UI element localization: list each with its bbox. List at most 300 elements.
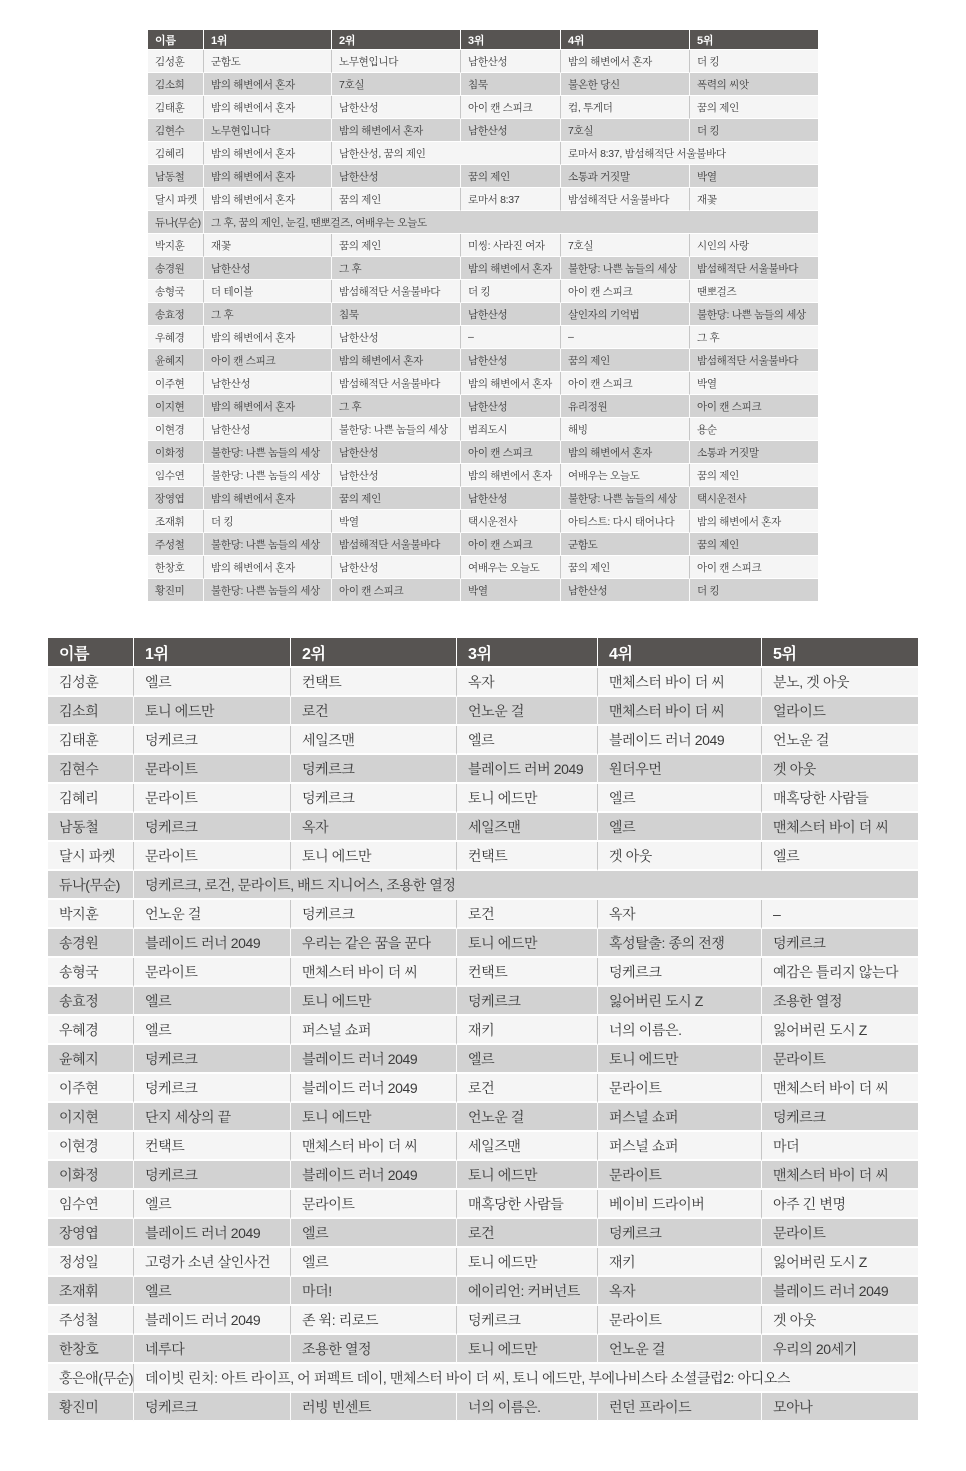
table-row	[48, 1045, 918, 1074]
movie-cell: 더 테이블	[204, 280, 332, 303]
table-row	[148, 50, 818, 73]
movie-cell: 아이 캔 스피크	[690, 556, 818, 579]
table-row	[48, 987, 918, 1016]
movie-cell: 밤의 해변에서 혼자	[204, 326, 332, 349]
movie-cell: 문라이트	[762, 1219, 918, 1248]
movie-cell: 블레이드 러너 2049	[291, 1074, 457, 1103]
movie-cell: 남한산성	[461, 303, 561, 326]
movie-cell: 세일즈맨	[457, 1132, 598, 1161]
table-row	[48, 755, 918, 784]
page	[0, 30, 966, 1422]
movie-cell: 재키	[598, 1248, 762, 1277]
critic-name-cell: 임수연	[148, 464, 204, 487]
column-header-rank1: 1위	[134, 638, 291, 668]
critic-name-cell: 조재휘	[48, 1277, 134, 1306]
table-row	[148, 188, 818, 211]
movie-cell: 불한당: 나쁜 놈들의 세상	[690, 303, 818, 326]
movie-cell: 살인자의 기억법	[561, 303, 690, 326]
movie-cell: 더 킹	[690, 50, 818, 73]
movie-cell: 토니 에드만	[291, 842, 457, 871]
movie-cell: 아이 캔 스피크	[561, 280, 690, 303]
movie-cell: 남한산성	[332, 96, 461, 119]
table-row	[48, 1190, 918, 1219]
table-2-header	[48, 638, 918, 668]
movie-cell: 밤의 해변에서 혼자	[204, 188, 332, 211]
table-row	[48, 1393, 918, 1422]
movie-cell: 덩케르크	[134, 1161, 291, 1190]
movie-cell: 맨체스터 바이 더 씨	[762, 1161, 918, 1190]
movie-cell: 마더!	[291, 1277, 457, 1306]
movie-cell: 남한산성	[461, 395, 561, 418]
movie-cell: 엘르	[291, 1248, 457, 1277]
movie-cell: 침묵	[461, 73, 561, 96]
critic-name-cell: 윤혜지	[148, 349, 204, 372]
critic-name-cell: 남동철	[148, 165, 204, 188]
critic-name-cell: 황진미	[48, 1393, 134, 1422]
movie-cell: 겟 아웃	[598, 842, 762, 871]
movie-cell: 엘르	[134, 1277, 291, 1306]
movie-cell: 맨체스터 바이 더 씨	[762, 813, 918, 842]
movie-cell: 박열	[690, 165, 818, 188]
movie-cell: 엘르	[134, 1190, 291, 1219]
movie-cell: 로건	[457, 1074, 598, 1103]
movie-cell: 박열	[461, 579, 561, 602]
movie-cell: 블레이드 러너 2049	[134, 929, 291, 958]
column-header-name: 이름	[148, 30, 204, 50]
table-row	[148, 349, 818, 372]
critic-name-cell: 이현경	[48, 1132, 134, 1161]
movie-cell: 밤의 해변에서 혼자	[204, 556, 332, 579]
movie-cell: 엘르	[457, 1045, 598, 1074]
column-header-rank1: 1위	[204, 30, 332, 50]
movie-cell: 컨택트	[291, 668, 457, 697]
movie-cell: –	[461, 326, 561, 349]
table-row	[48, 1364, 918, 1393]
movie-cell: 옥자	[291, 813, 457, 842]
movie-cell: 언노운 걸	[134, 900, 291, 929]
movie-cell: 범죄도시	[461, 418, 561, 441]
movie-cell: 밤섬해적단 서울불바다	[690, 257, 818, 280]
movie-cell: 덩케르크	[134, 1074, 291, 1103]
critic-name-cell: 송효정	[148, 303, 204, 326]
table-row	[48, 1306, 918, 1335]
movie-cell: 밤의 해변에서 혼자	[690, 510, 818, 533]
critic-name-cell: 한창호	[48, 1335, 134, 1364]
movie-cell: 침묵	[332, 303, 461, 326]
movie-cell: 혹성탈출: 종의 전쟁	[598, 929, 762, 958]
movie-cell: 문라이트	[762, 1045, 918, 1074]
movie-cell: 세일즈맨	[457, 813, 598, 842]
movie-cell: 군함도	[561, 533, 690, 556]
critic-name-cell: 우혜경	[148, 326, 204, 349]
movie-cell: 밤의 해변에서 혼자	[204, 96, 332, 119]
critic-name-cell: 한창호	[148, 556, 204, 579]
movie-cell: 불한당: 나쁜 놈들의 세상	[204, 579, 332, 602]
table-row	[148, 487, 818, 510]
movie-cell: 토니 에드만	[134, 697, 291, 726]
critic-name-cell: 송형국	[148, 280, 204, 303]
movie-cell: 재꽃	[690, 188, 818, 211]
movie-cell: 남한산성, 꿈의 제인	[332, 142, 561, 165]
table-row	[48, 813, 918, 842]
movie-cell: 밤의 해변에서 혼자	[204, 165, 332, 188]
movie-cell: 소통과 거짓말	[561, 165, 690, 188]
movie-cell: 엘르	[598, 813, 762, 842]
critic-name-cell: 장영엽	[148, 487, 204, 510]
movie-cell: 덩케르크	[457, 1306, 598, 1335]
movie-cell: 노무현입니다	[204, 119, 332, 142]
movie-cell: 모아나	[762, 1393, 918, 1422]
movie-cell: 맨체스터 바이 더 씨	[598, 668, 762, 697]
movie-cell: 그 후	[204, 303, 332, 326]
critic-name-cell: 주성철	[148, 533, 204, 556]
critic-name-cell: 김태훈	[48, 726, 134, 755]
movie-cell: 택시운전사	[690, 487, 818, 510]
movie-cell: 꿈의 제인	[561, 556, 690, 579]
movie-cell: 로건	[291, 697, 457, 726]
movie-cell: 유리정원	[561, 395, 690, 418]
critic-name-cell: 이주현	[48, 1074, 134, 1103]
table-row	[148, 510, 818, 533]
critic-name-cell: 이지현	[48, 1103, 134, 1132]
movie-cell: 꿈의 제인	[332, 188, 461, 211]
critic-name-cell: 송형국	[48, 958, 134, 987]
movie-cell: 밤섬해적단 서울불바다	[332, 372, 461, 395]
movie-cell: 옥자	[598, 1277, 762, 1306]
movie-cell: 겟 아웃	[762, 755, 918, 784]
table-row	[48, 900, 918, 929]
movie-cell: 맨체스터 바이 더 씨	[762, 1074, 918, 1103]
table-row	[148, 533, 818, 556]
table-1-header	[148, 30, 818, 50]
movie-cell: 너의 이름은.	[457, 1393, 598, 1422]
movie-cell: 군함도	[204, 50, 332, 73]
movie-cell: 문라이트	[134, 842, 291, 871]
critic-name-cell: 이지현	[148, 395, 204, 418]
movie-cell: 블레이드 러너 2049	[762, 1277, 918, 1306]
critic-name-cell: 듀나(무순)	[148, 211, 204, 234]
movie-cell: 토니 에드만	[457, 929, 598, 958]
table-row	[148, 142, 818, 165]
movie-cell: 꿈의 제인	[690, 533, 818, 556]
table-row	[48, 1103, 918, 1132]
movie-cell: 7호실	[332, 73, 461, 96]
critic-name-cell: 우혜경	[48, 1016, 134, 1045]
movie-cell: 남한산성	[561, 579, 690, 602]
movie-cell: 덩케르크	[134, 813, 291, 842]
movie-cell: 문라이트	[134, 958, 291, 987]
movie-cell: 엘르	[762, 842, 918, 871]
table-row	[48, 784, 918, 813]
table-row	[48, 1335, 918, 1364]
table-row	[48, 1016, 918, 1045]
table-row	[48, 1219, 918, 1248]
movie-cell: 베이비 드라이버	[598, 1190, 762, 1219]
critic-name-cell: 장영엽	[48, 1219, 134, 1248]
movie-cell: 우리의 20세기	[762, 1335, 918, 1364]
movie-cell: 잃어버린 도시 Z	[762, 1248, 918, 1277]
movie-cell: 아주 긴 변명	[762, 1190, 918, 1219]
movie-cell: 얼라이드	[762, 697, 918, 726]
movie-cell: 문라이트	[598, 1161, 762, 1190]
movie-cell: 7호실	[561, 234, 690, 257]
movie-cell: 꿈의 제인	[690, 96, 818, 119]
critic-name-cell: 김소희	[48, 697, 134, 726]
movie-cell: 잃어버린 도시 Z	[762, 1016, 918, 1045]
movie-cell: 매혹당한 사람들	[457, 1190, 598, 1219]
critics-ranking-table-2	[48, 638, 918, 1422]
movie-cell: 그 후	[690, 326, 818, 349]
critic-name-cell: 박지훈	[48, 900, 134, 929]
table-row	[48, 1132, 918, 1161]
table-row	[148, 257, 818, 280]
critic-name-cell: 김성훈	[48, 668, 134, 697]
movie-cell: 블레이드 러너 2049	[134, 1219, 291, 1248]
movie-cell: 더 킹	[461, 280, 561, 303]
movie-cell: 컨택트	[457, 842, 598, 871]
critic-name-cell: 임수연	[48, 1190, 134, 1219]
movie-cell: 폭력의 씨앗	[690, 73, 818, 96]
table-row	[48, 842, 918, 871]
critics-ranking-table-1	[148, 30, 818, 602]
movie-cell: 더 킹	[690, 579, 818, 602]
movie-cell: 남한산성	[332, 326, 461, 349]
critic-name-cell: 박지훈	[148, 234, 204, 257]
movie-cell: 토니 에드만	[291, 1103, 457, 1132]
movie-cell: 밤의 해변에서 혼자	[461, 257, 561, 280]
movie-cell: 시인의 사랑	[690, 234, 818, 257]
movie-cell: 덩케르크	[598, 958, 762, 987]
movie-cell: 원더우먼	[598, 755, 762, 784]
header-row	[148, 30, 818, 50]
movie-cell: 노무현입니다	[332, 50, 461, 73]
movie-cell: 불한당: 나쁜 놈들의 세상	[204, 464, 332, 487]
critic-name-cell: 황진미	[148, 579, 204, 602]
critic-name-cell: 이화정	[148, 441, 204, 464]
movie-cell: 재키	[457, 1016, 598, 1045]
movie-cell: 남한산성	[461, 50, 561, 73]
movie-cell: 문라이트	[598, 1306, 762, 1335]
movie-cell: 토니 에드만	[291, 987, 457, 1016]
table-row	[48, 726, 918, 755]
movie-cell: 블레이드 러너 2049	[598, 726, 762, 755]
movie-cell: 블레이드 러너 2049	[291, 1161, 457, 1190]
movie-cell: 덩케르크, 로건, 문라이트, 배드 지니어스, 조용한 열정	[134, 871, 918, 900]
critic-name-cell: 듀나(무순)	[48, 871, 134, 900]
movie-cell: 덩케르크	[291, 755, 457, 784]
movie-cell: 덩케르크	[762, 929, 918, 958]
critic-name-cell: 김혜리	[48, 784, 134, 813]
movie-cell: 맨체스터 바이 더 씨	[291, 958, 457, 987]
movie-cell: 고령가 소년 살인사건	[134, 1248, 291, 1277]
column-header-rank5: 5위	[690, 30, 818, 50]
movie-cell: 컨택트	[134, 1132, 291, 1161]
movie-cell: 더 킹	[204, 510, 332, 533]
movie-cell: 재꽃	[204, 234, 332, 257]
movie-cell: 불한당: 나쁜 놈들의 세상	[561, 257, 690, 280]
movie-cell: 밤섬해적단 서울불바다	[561, 188, 690, 211]
column-header-rank5: 5위	[762, 638, 918, 668]
movie-cell: 예감은 틀리지 않는다	[762, 958, 918, 987]
critic-name-cell: 김성훈	[148, 50, 204, 73]
movie-cell: 밤의 해변에서 혼자	[561, 441, 690, 464]
table-row	[48, 871, 918, 900]
movie-cell: 조용한 열정	[762, 987, 918, 1016]
movie-cell: 퍼스널 쇼퍼	[598, 1103, 762, 1132]
movie-cell: 남한산성	[332, 441, 461, 464]
movie-cell: 남한산성	[461, 487, 561, 510]
movie-cell: 토니 에드만	[457, 1248, 598, 1277]
movie-cell: –	[561, 326, 690, 349]
movie-cell: 퍼스널 쇼퍼	[291, 1016, 457, 1045]
movie-cell: 밤섬해적단 서울불바다	[332, 280, 461, 303]
movie-cell: 밤섬해적단 서울불바다	[332, 533, 461, 556]
critic-name-cell: 남동철	[48, 813, 134, 842]
movie-cell: 문라이트	[134, 784, 291, 813]
critic-name-cell: 이주현	[148, 372, 204, 395]
movie-cell: 꿈의 제인	[561, 349, 690, 372]
movie-cell: 분노, 겟 아웃	[762, 668, 918, 697]
column-header-rank4: 4위	[561, 30, 690, 50]
movie-cell: 밤의 해변에서 혼자	[561, 50, 690, 73]
movie-cell: 블레이드 러버 2049	[457, 755, 598, 784]
movie-cell: 박열	[332, 510, 461, 533]
movie-cell: 블레이드 러너 2049	[291, 1045, 457, 1074]
movie-cell: 남한산성	[332, 556, 461, 579]
table-row	[48, 697, 918, 726]
movie-cell: 꿈의 제인	[332, 487, 461, 510]
critic-name-cell: 달시 파켓	[48, 842, 134, 871]
movie-cell: –	[762, 900, 918, 929]
movie-cell: 세일즈맨	[291, 726, 457, 755]
table-row	[48, 1161, 918, 1190]
table-row	[148, 556, 818, 579]
movie-cell: 불한당: 나쁜 놈들의 세상	[204, 441, 332, 464]
movie-cell: 언노운 걸	[598, 1335, 762, 1364]
critic-name-cell: 김현수	[48, 755, 134, 784]
movie-cell: 러빙 빈센트	[291, 1393, 457, 1422]
movie-cell: 남한산성	[204, 257, 332, 280]
table-row	[148, 395, 818, 418]
movie-cell: 덩케르크	[134, 1393, 291, 1422]
movie-cell: 토니 에드만	[598, 1045, 762, 1074]
movie-cell: 퍼스널 쇼퍼	[598, 1132, 762, 1161]
movie-cell: 로마서 8:37, 밤섬해적단 서울불바다	[561, 142, 818, 165]
movie-cell: 맨체스터 바이 더 씨	[598, 697, 762, 726]
critic-name-cell: 송효정	[48, 987, 134, 1016]
table-row	[48, 929, 918, 958]
critic-name-cell: 송경원	[48, 929, 134, 958]
movie-cell: 컨택트	[457, 958, 598, 987]
movie-cell: 아이 캔 스피크	[332, 579, 461, 602]
movie-cell: 맨체스터 바이 더 씨	[291, 1132, 457, 1161]
movie-cell: 런던 프라이드	[598, 1393, 762, 1422]
movie-cell: 아이 캔 스피크	[461, 96, 561, 119]
movie-cell: 마더	[762, 1132, 918, 1161]
critic-name-cell: 조재휘	[148, 510, 204, 533]
movie-cell: 밤의 해변에서 혼자	[332, 349, 461, 372]
movie-cell: 컴, 투게더	[561, 96, 690, 119]
column-header-rank2: 2위	[291, 638, 457, 668]
movie-cell: 밤의 해변에서 혼자	[204, 395, 332, 418]
table-row	[148, 372, 818, 395]
critic-name-cell: 주성철	[48, 1306, 134, 1335]
table-row	[148, 441, 818, 464]
movie-cell: 덩케르크	[598, 1219, 762, 1248]
column-header-rank4: 4위	[598, 638, 762, 668]
movie-cell: 남한산성	[204, 418, 332, 441]
movie-cell: 덩케르크	[134, 726, 291, 755]
movie-cell: 잃어버린 도시 Z	[598, 987, 762, 1016]
movie-cell: 엘르	[598, 784, 762, 813]
table-row	[148, 464, 818, 487]
movie-cell: 덩케르크	[457, 987, 598, 1016]
critic-name-cell: 홍은애(무순)	[48, 1364, 134, 1393]
table-row	[48, 958, 918, 987]
movie-cell: 아이 캔 스피크	[204, 349, 332, 372]
critic-name-cell: 정성일	[48, 1248, 134, 1277]
movie-cell: 언노운 걸	[457, 697, 598, 726]
movie-cell: 로마서 8:37	[461, 188, 561, 211]
movie-cell: 아이 캔 스피크	[461, 533, 561, 556]
movie-cell: 미씽: 사라진 여자	[461, 234, 561, 257]
table-row	[48, 668, 918, 697]
movie-cell: 남한산성	[332, 464, 461, 487]
movie-cell: 꿈의 제인	[690, 464, 818, 487]
movie-cell: 엘르	[134, 1016, 291, 1045]
movie-cell: 남한산성	[461, 349, 561, 372]
table-1-body	[148, 50, 818, 602]
movie-cell: 해빙	[561, 418, 690, 441]
movie-cell: 남한산성	[204, 372, 332, 395]
movie-cell: 매혹당한 사람들	[762, 784, 918, 813]
movie-cell: 용순	[690, 418, 818, 441]
movie-cell: 옥자	[457, 668, 598, 697]
movie-cell: 불한당: 나쁜 놈들의 세상	[332, 418, 461, 441]
movie-cell: 남한산성	[332, 165, 461, 188]
movie-cell: 토니 에드만	[457, 1335, 598, 1364]
table-row	[148, 96, 818, 119]
movie-cell: 조용한 열정	[291, 1335, 457, 1364]
movie-cell: 토니 에드만	[457, 784, 598, 813]
movie-cell: 단지 세상의 끝	[134, 1103, 291, 1132]
movie-cell: 언노운 걸	[457, 1103, 598, 1132]
movie-cell: 땐뽀걸즈	[690, 280, 818, 303]
critic-name-cell: 이현경	[148, 418, 204, 441]
table-2-body	[48, 668, 918, 1422]
table-row	[148, 303, 818, 326]
movie-cell: 네루다	[134, 1335, 291, 1364]
movie-cell: 밤의 해변에서 혼자	[332, 119, 461, 142]
critic-name-cell: 이화정	[48, 1161, 134, 1190]
table-row	[148, 280, 818, 303]
movie-cell: 덩케르크	[291, 900, 457, 929]
movie-cell: 불온한 당신	[561, 73, 690, 96]
table-row	[48, 1248, 918, 1277]
movie-cell: 더 킹	[690, 119, 818, 142]
movie-cell: 너의 이름은.	[598, 1016, 762, 1045]
column-header-name: 이름	[48, 638, 134, 668]
critic-name-cell: 김태훈	[148, 96, 204, 119]
table-row	[148, 579, 818, 602]
movie-cell: 토니 에드만	[457, 1161, 598, 1190]
column-header-rank3: 3위	[461, 30, 561, 50]
column-header-rank2: 2위	[332, 30, 461, 50]
movie-cell: 겟 아웃	[762, 1306, 918, 1335]
movie-cell: 언노운 걸	[762, 726, 918, 755]
movie-cell: 여배우는 오늘도	[561, 464, 690, 487]
movie-cell: 로건	[457, 900, 598, 929]
